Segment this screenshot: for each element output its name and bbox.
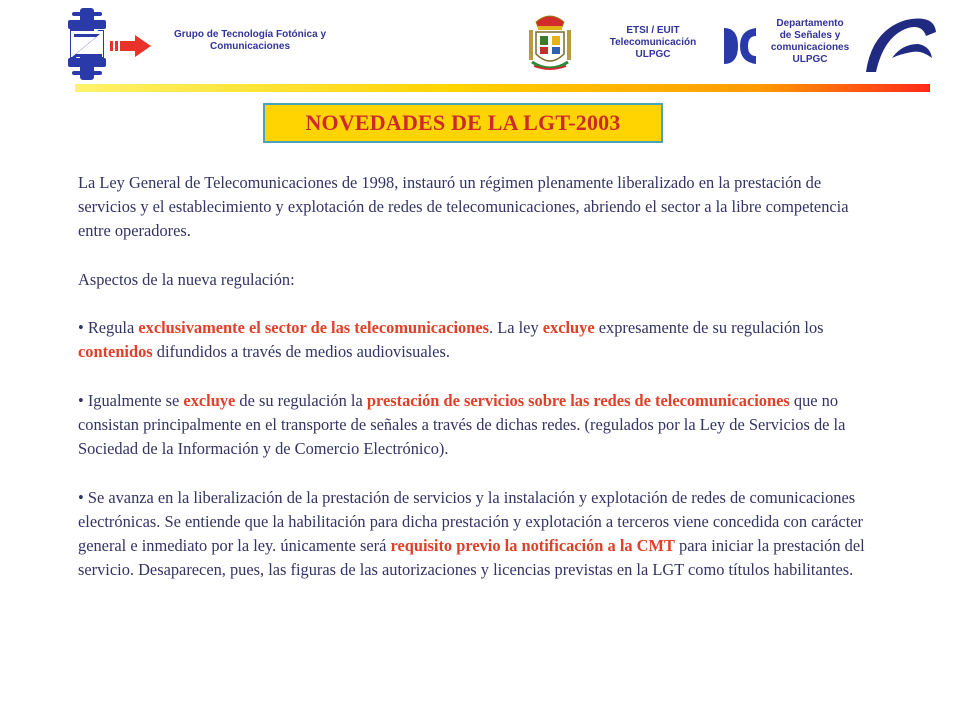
bullet-1-text-2: . La ley bbox=[489, 318, 543, 338]
bullet-1-text-3: expresamente de su regulación los bbox=[594, 318, 824, 338]
bullet-2-text-2: de su regulación la bbox=[235, 390, 367, 410]
slide-title bbox=[263, 103, 663, 143]
group-name-line2: Comunicaciones bbox=[209, 41, 291, 52]
coat-of-arms-icon bbox=[526, 10, 574, 74]
bullet-3-text-1: • Se avanza en la liberalización de la prestación de servicios y la instalación y explotación de redes de comunicaciones electrónicas. Se entiende que la habilitación para dicha prestación y explotación a terceros viene concedida con carácter general e inmediato por la ley. únicamente será bbox=[78, 487, 863, 555]
bullet-2-highlight-2: prestación de servicios sobre las redes de telecomunicaciones bbox=[366, 390, 790, 410]
group-name-line1: Grupo de Tecnología Fotónica y bbox=[173, 29, 327, 40]
group-name bbox=[155, 29, 345, 53]
bullet-1-highlight-2: excluye bbox=[542, 318, 595, 338]
bullet-2-highlight-1: excluye bbox=[183, 390, 236, 410]
arrow-right-icon bbox=[110, 34, 152, 58]
school-name bbox=[593, 25, 713, 61]
university-logo-icon bbox=[862, 14, 940, 74]
group-logo-icon bbox=[62, 8, 112, 80]
school-line3: ULPGC bbox=[635, 49, 671, 60]
bullet-2 bbox=[78, 389, 878, 462]
bullet-1 bbox=[78, 316, 878, 364]
bullet-3-text-2: para iniciar la prestación del servicio. Desaparecen, pues, las figuras de las autorizaciones y licencias previstas en la LGT como títulos habilitantes. bbox=[78, 535, 865, 580]
body-text bbox=[78, 171, 878, 582]
school-line2: Telecomunicación bbox=[609, 37, 697, 48]
bullet-1-text-4: difundidos a través de medios audiovisuales. bbox=[152, 342, 450, 362]
dept-line1: Departamento bbox=[776, 18, 844, 29]
header-separator-bar bbox=[75, 84, 930, 92]
bullet-3-highlight-1: requisito previo la notificación a la CMT bbox=[390, 535, 675, 555]
bullet-2-text-3: que no consistan principalmente en el transporte de señales a través de dichas redes. (regulados por la Ley de Servicios de la Sociedad de la Información y de Comercio Electrónico). bbox=[78, 390, 846, 459]
bullet-2-text-1: • Igualmente se bbox=[78, 390, 184, 410]
aspects-heading: Aspectos de la nueva regulación: bbox=[78, 269, 295, 289]
bullet-3 bbox=[78, 486, 878, 583]
bullet-1-text-1: • Regula bbox=[78, 318, 139, 338]
bullet-1-highlight-3: contenidos bbox=[78, 342, 153, 362]
dept-line2: de Señales y bbox=[779, 30, 841, 41]
department-logo-icon bbox=[722, 26, 758, 66]
school-line1: ETSI / EUIT bbox=[626, 25, 680, 36]
slide-title-text: NOVEDADES DE LA LGT-2003 bbox=[305, 110, 621, 135]
department-name bbox=[760, 18, 860, 66]
bullet-1-highlight-1: exclusivamente el sector de las telecomunicaciones bbox=[138, 318, 490, 338]
dept-line3: comunicaciones bbox=[770, 42, 850, 53]
dept-line4: ULPGC bbox=[792, 54, 828, 65]
intro-paragraph: La Ley General de Telecomunicaciones de 1998, instauró un régimen plenamente liberalizado en la prestación de servicios y el establecimiento y explotación de redes de telecomunicaciones, abriendo el sector a la libre competencia entre operadores. bbox=[78, 173, 849, 241]
